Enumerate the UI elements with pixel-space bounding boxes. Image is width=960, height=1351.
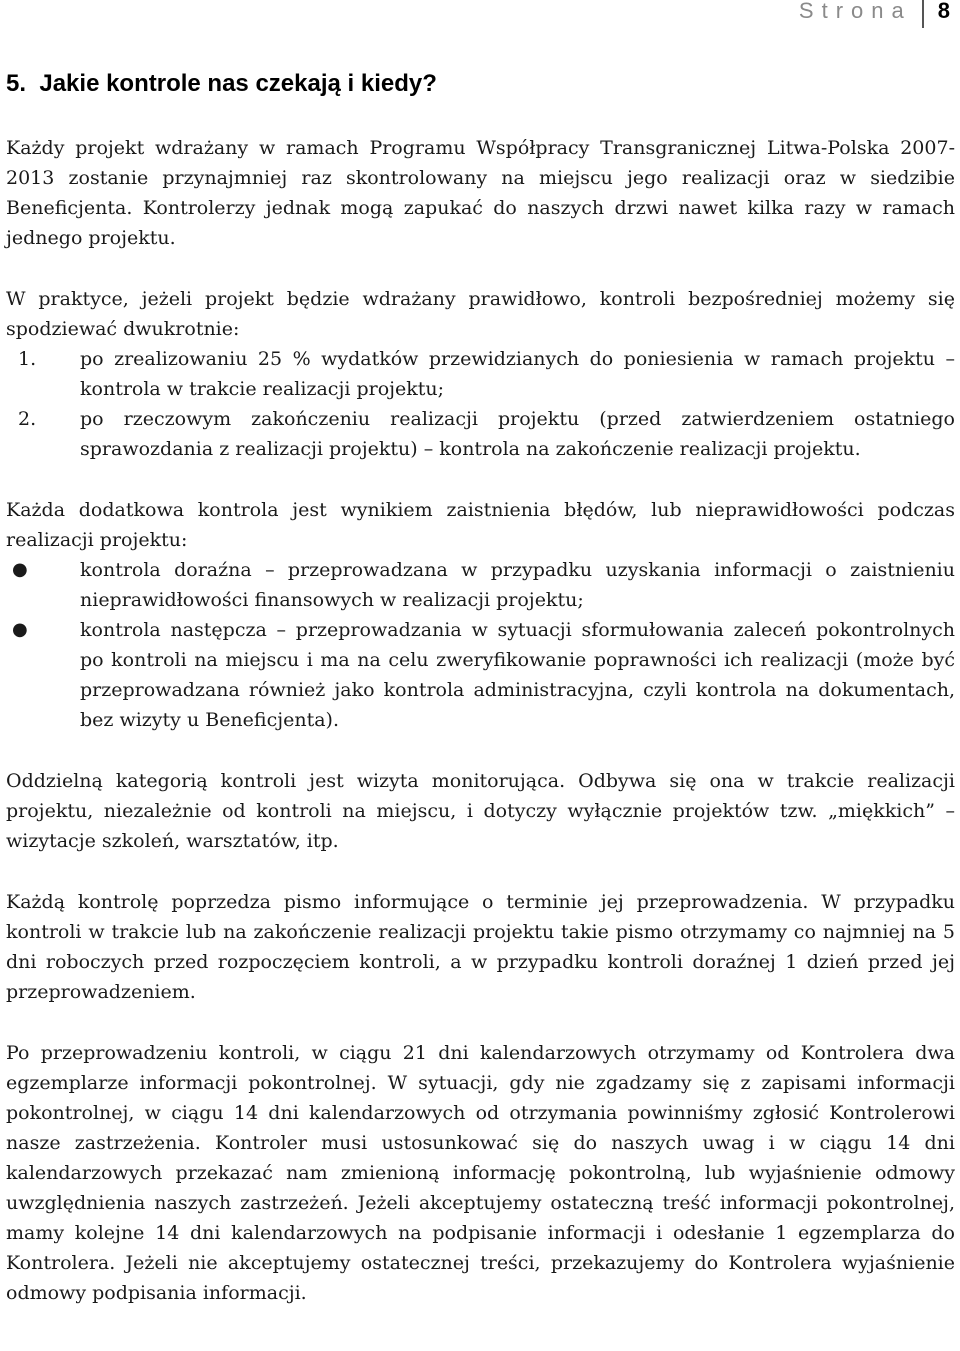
list-item [6,615,955,735]
bullet-icon: ● [12,559,28,580]
page-label: Strona [799,0,924,28]
list-marker: 2. [18,408,37,430]
list-marker: 1. [18,348,37,370]
paragraph-practice: W praktyce, jeżeli projekt będzie wdrażany prawidłowo, kontroli bezpośredniej możemy się spodziewać dwukrotnie: [6,288,955,340]
paragraph-intro: Każdy projekt wdrażany w ramach Programu Współpracy Transgranicznej Litwa-Polska 2007-2013 zostanie przynajmniej raz skontrolowany na miejscu jego realizacji oraz w siedzibie Beneficjenta. Kontrolerzy jednak mogą zapukać do naszych drzwi nawet kilka razy w ramach jednego projektu. [6,137,955,249]
page-header [799,0,960,28]
list-item [6,344,955,404]
bullet-list [6,555,955,735]
list-item-text: kontrola doraźna – przeprowadzana w przypadku uzyskania informacji o zaistnieniu nieprawidłowości finansowych w realizacji projektu; [80,559,955,611]
numbered-list [6,344,955,464]
list-item-text: po rzeczowym zakończeniu realizacji projektu (przed zatwierdzeniem ostatniego sprawozdania z realizacji projektu) – kontrola na zakończenie realizacji projektu. [80,408,955,460]
paragraph-additional: Każda dodatkowa kontrola jest wynikiem zaistnienia błędów, lub nieprawidłowości podczas realizacji projektu: [6,499,955,551]
section-heading: 5. Jakie kontrole nas czekają i kiedy? [6,70,437,97]
paragraph-post-control: Po przeprowadzeniu kontroli, w ciągu 21 dni kalendarzowych otrzymamy od Kontrolera dwa egzemplarze informacji pokontrolnej. W sytuacji, gdy nie zgadzamy się z zapisami informacji pokontrolnej, w ciągu 14 dni kalendarzowych od otrzymania powinniśmy zgłosić Kontrolerowi nasze zastrzeżenia. Kontroler musi ustosunkować się do naszych uwag i w ciągu 14 dni kalendarzowych przekazać nam zmienioną informację pokontrolną, lub wyjaśnienie odmowy uwzględnienia naszych zastrzeżeń. Jeżeli akceptujemy ostateczną treść informacji pokontrolnej, mamy kolejne 14 dni kalendarzowych na podpisanie informacji i odesłanie 1 egzemplarza do Kontrolera. Jeżeli nie akceptujemy ostatecznej treści, przekazujemy do Kontrolera wyjaśnienie odmowy podpisania informacji. [6,1042,955,1304]
list-item-text: po zrealizowaniu 25 % wydatków przewidzianych do poniesienia w ramach projektu – kontrola w trakcie realizacji projektu; [80,348,955,400]
list-item [6,555,955,615]
document-body [6,133,955,1308]
list-item-text: kontrola następcza – przeprowadzania w sytuacji sformułowania zaleceń pokontrolnych po kontroli na miejscu i ma na celu zweryfikowanie poprawności ich realizacji (może być przeprowadzana również jako kontrola administracyjna, czyli kontrola na dokumentach, bez wizyty u Beneficjenta). [80,619,955,731]
page-number: 8 [937,0,950,23]
bullet-icon: ● [12,619,28,640]
paragraph-notice: Każdą kontrolę poprzedza pismo informujące o terminie jej przeprowadzenia. W przypadku kontroli w trakcie lub na zakończenie realizacji projektu takie pismo otrzymamy co najmniej na 5 dni roboczych przed rozpoczęciem kontroli, a w przypadku kontroli doraźnej 1 dzień przed jej przeprowadzeniem. [6,891,955,1003]
paragraph-monitoring: Oddzielną kategorią kontroli jest wizyta monitorująca. Odbywa się ona w trakcie realizacji projektu, niezależnie od kontroli na miejscu, i dotyczy wyłącznie projektów tzw. „miękkich” – wizytacje szkoleń, warsztatów, itp. [6,770,955,852]
list-item [6,404,955,464]
